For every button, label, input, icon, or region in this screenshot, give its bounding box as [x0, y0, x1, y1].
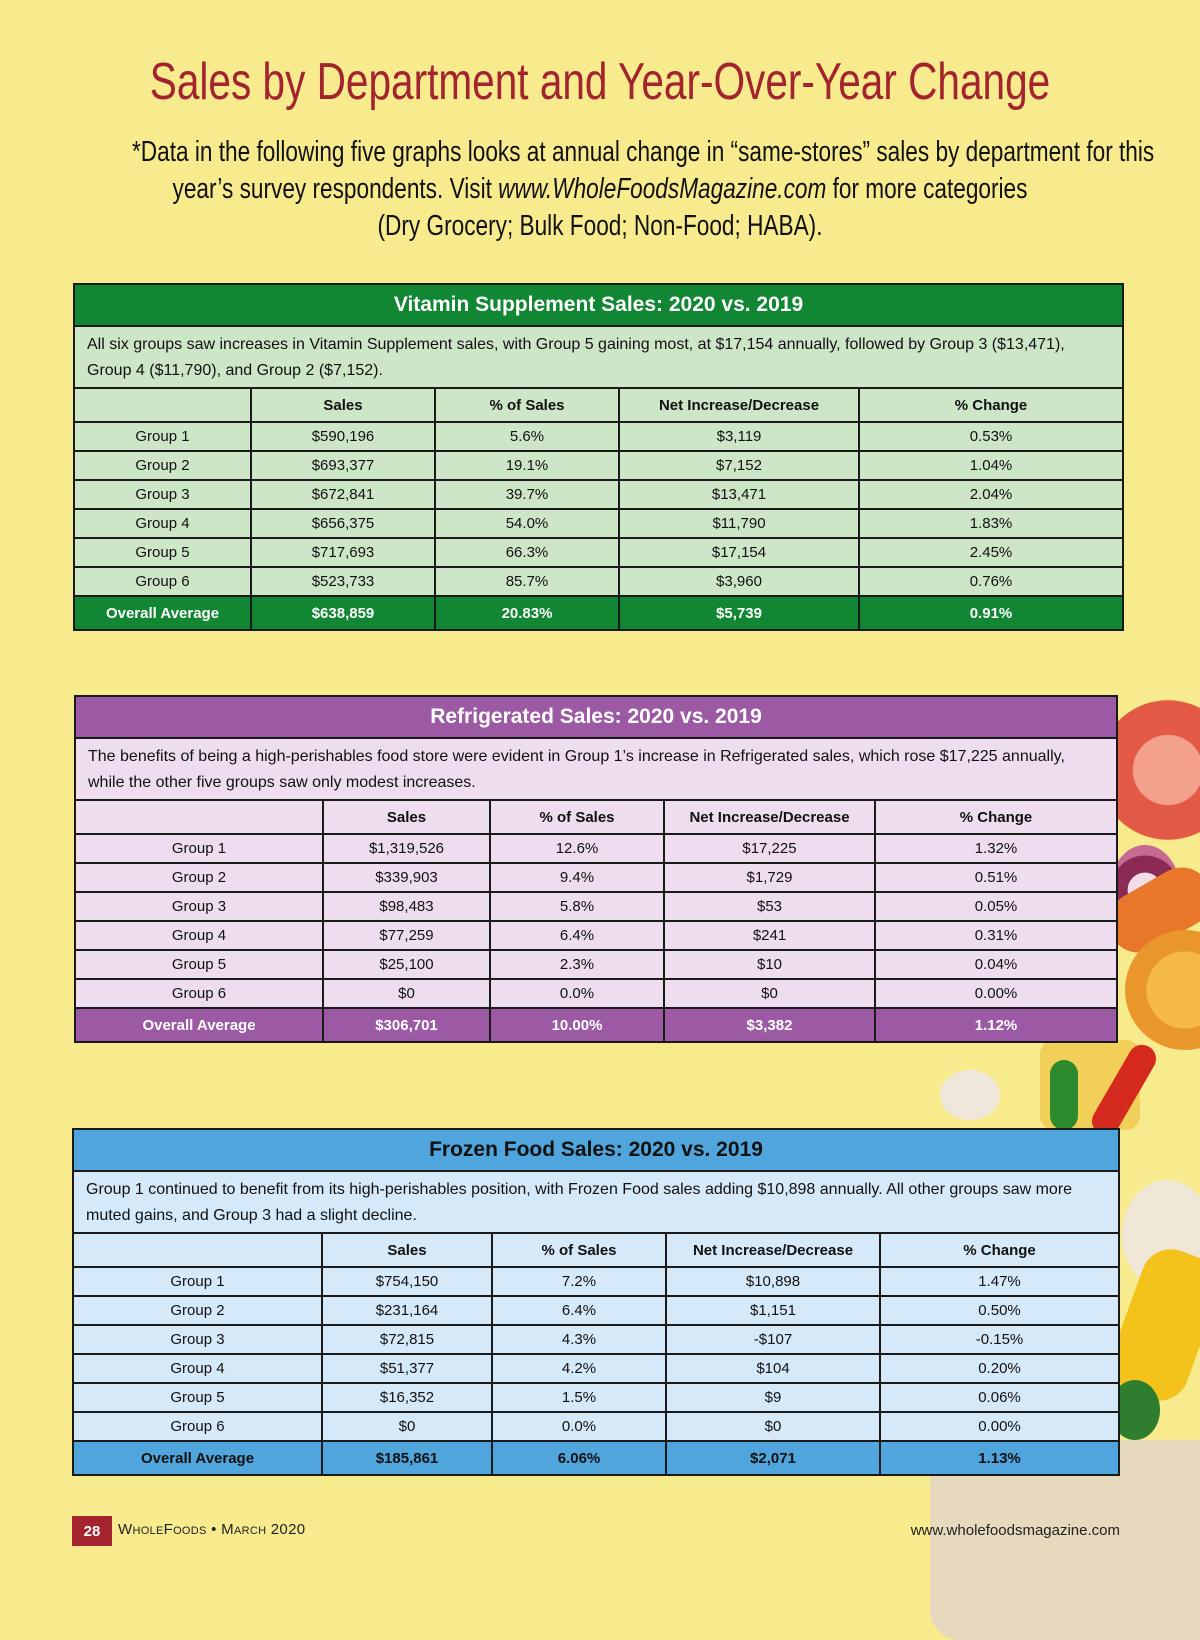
pct-change-cell: 0.51%	[875, 863, 1117, 892]
sales-cell: $231,164	[322, 1296, 492, 1325]
frozen-food-table	[72, 1128, 1120, 1476]
column-header-pct-change: % Change	[859, 388, 1123, 422]
refrigerated-table	[74, 695, 1118, 1043]
table-row	[74, 422, 1123, 451]
table-row	[73, 1267, 1119, 1296]
column-header-pct-sales: % of Sales	[435, 388, 619, 422]
subtitle-line-3: (Dry Grocery; Bulk Food; Non-Food; HABA).	[377, 210, 823, 242]
pct-change-cell: 0.00%	[875, 979, 1117, 1008]
net-change-cell: $1,151	[666, 1296, 880, 1325]
column-header-sales: Sales	[322, 1233, 492, 1267]
sales-cell: $16,352	[322, 1383, 492, 1412]
table-row	[75, 950, 1117, 979]
pct-sales-cell: 7.2%	[492, 1267, 666, 1296]
pct-change-cell: 2.45%	[859, 538, 1123, 567]
sales-cell: $0	[322, 1412, 492, 1441]
sales-cell: $754,150	[322, 1267, 492, 1296]
group-cell: Group 4	[73, 1354, 322, 1383]
group-cell: Group 5	[73, 1383, 322, 1412]
table-row	[75, 834, 1117, 863]
pct-change-cell: 0.05%	[875, 892, 1117, 921]
table-row	[75, 863, 1117, 892]
table-row	[73, 1325, 1119, 1354]
column-header-net-change: Net Increase/Decrease	[664, 800, 875, 834]
pct-change-cell: 0.04%	[875, 950, 1117, 979]
pct-change-cell: 0.31%	[875, 921, 1117, 950]
overall-average-row	[75, 1008, 1117, 1042]
subtitle-line-1: *Data in the following five graphs looks at annual change in “same-stores” sales by department for this	[132, 136, 1155, 168]
pct-change-cell: 0.06%	[880, 1383, 1119, 1412]
net-change-cell: $10,898	[666, 1267, 880, 1296]
net-change-cell: $13,471	[619, 480, 859, 509]
pct-sales-cell: 5.8%	[490, 892, 664, 921]
average-pct-change: 0.91%	[859, 596, 1123, 630]
table-title: Refrigerated Sales: 2020 vs. 2019	[75, 696, 1117, 738]
table-row	[75, 892, 1117, 921]
pct-sales-cell: 39.7%	[435, 480, 619, 509]
column-header-sales: Sales	[323, 800, 490, 834]
net-change-cell: $11,790	[619, 509, 859, 538]
net-change-cell: $0	[664, 979, 875, 1008]
sales-cell: $672,841	[251, 480, 435, 509]
table-row	[74, 509, 1123, 538]
pct-sales-cell: 6.4%	[490, 921, 664, 950]
average-sales: $638,859	[251, 596, 435, 630]
sales-cell: $339,903	[323, 863, 490, 892]
pct-sales-cell: 12.6%	[490, 834, 664, 863]
overall-average-row	[74, 596, 1123, 630]
table-description: All six groups saw increases in Vitamin Supplement sales, with Group 5 gaining most, at $17,154 annually, followed by Group 3 ($13,471), Group 4 ($11,790), and Group 2 ($7,152).	[74, 326, 1123, 388]
pct-change-cell: 0.00%	[880, 1412, 1119, 1441]
net-change-cell: $17,225	[664, 834, 875, 863]
subtitle-line-2: year’s survey respondents. Visit www.WholeFoodsMagazine.com for more categories	[172, 173, 1028, 205]
group-cell: Group 2	[75, 863, 323, 892]
page-subtitle	[132, 134, 1155, 245]
pct-sales-cell: 6.4%	[492, 1296, 666, 1325]
net-change-cell: $7,152	[619, 451, 859, 480]
group-cell: Group 6	[74, 567, 251, 596]
average-net-change: $5,739	[619, 596, 859, 630]
pct-change-cell: 2.04%	[859, 480, 1123, 509]
table-description: Group 1 continued to benefit from its high-perishables position, with Frozen Food sales adding $10,898 annually. All other groups saw more muted gains, and Group 3 had a slight decline.	[73, 1171, 1119, 1233]
group-cell: Group 5	[74, 538, 251, 567]
footer-url-link[interactable]: www.wholefoodsmagazine.com	[910, 1522, 1120, 1539]
pct-change-cell: 0.50%	[880, 1296, 1119, 1325]
pct-change-cell: 1.32%	[875, 834, 1117, 863]
sales-cell: $693,377	[251, 451, 435, 480]
group-cell: Group 2	[73, 1296, 322, 1325]
table-description: The benefits of being a high-perishables food store were evident in Group 1’s increase in Refrigerated sales, which rose $17,225 annually, while the other five groups saw only modest increases.	[75, 738, 1117, 800]
sales-cell: $717,693	[251, 538, 435, 567]
pct-change-cell: 0.53%	[859, 422, 1123, 451]
table-title: Vitamin Supplement Sales: 2020 vs. 2019	[74, 284, 1123, 326]
column-header-pct-sales: % of Sales	[490, 800, 664, 834]
average-net-change: $2,071	[666, 1441, 880, 1475]
pct-sales-cell: 66.3%	[435, 538, 619, 567]
column-header-group	[74, 388, 251, 422]
average-pct-sales: 6.06%	[492, 1441, 666, 1475]
net-change-cell: $17,154	[619, 538, 859, 567]
group-cell: Group 5	[75, 950, 323, 979]
net-change-cell: $10	[664, 950, 875, 979]
page-title: Sales by Department and Year-Over-Year Change	[149, 53, 1051, 111]
pct-change-cell: -0.15%	[880, 1325, 1119, 1354]
pct-change-cell: 0.76%	[859, 567, 1123, 596]
average-pct-change: 1.13%	[880, 1441, 1119, 1475]
table-row	[74, 451, 1123, 480]
column-header-net-change: Net Increase/Decrease	[619, 388, 859, 422]
average-pct-change: 1.12%	[875, 1008, 1117, 1042]
sales-cell: $1,319,526	[323, 834, 490, 863]
group-cell: Group 3	[74, 480, 251, 509]
pct-sales-cell: 5.6%	[435, 422, 619, 451]
group-cell: Group 6	[75, 979, 323, 1008]
table-row	[74, 538, 1123, 567]
group-cell: Group 1	[73, 1267, 322, 1296]
page-number: 28	[72, 1516, 112, 1546]
average-pct-sales: 10.00%	[490, 1008, 664, 1042]
pct-change-cell: 1.47%	[880, 1267, 1119, 1296]
pct-sales-cell: 54.0%	[435, 509, 619, 538]
sales-cell: $98,483	[323, 892, 490, 921]
net-change-cell: $3,119	[619, 422, 859, 451]
net-change-cell: $0	[666, 1412, 880, 1441]
table-row	[73, 1383, 1119, 1412]
pct-sales-cell: 1.5%	[492, 1383, 666, 1412]
pct-sales-cell: 0.0%	[490, 979, 664, 1008]
sales-cell: $51,377	[322, 1354, 492, 1383]
magazine-link[interactable]: www.WholeFoodsMagazine.com	[498, 173, 827, 205]
pct-change-cell: 0.20%	[880, 1354, 1119, 1383]
net-change-cell: $53	[664, 892, 875, 921]
magazine-issue: WholeFoods • March 2020	[118, 1521, 306, 1538]
average-label: Overall Average	[73, 1441, 322, 1475]
net-change-cell: $9	[666, 1383, 880, 1412]
sales-cell: $77,259	[323, 921, 490, 950]
column-header-pct-sales: % of Sales	[492, 1233, 666, 1267]
net-change-cell: $1,729	[664, 863, 875, 892]
group-cell: Group 3	[73, 1325, 322, 1354]
pct-sales-cell: 19.1%	[435, 451, 619, 480]
pct-sales-cell: 85.7%	[435, 567, 619, 596]
average-sales: $185,861	[322, 1441, 492, 1475]
column-header-sales: Sales	[251, 388, 435, 422]
vitamin-supplement-table	[73, 283, 1124, 631]
sales-cell: $72,815	[322, 1325, 492, 1354]
table-row	[74, 567, 1123, 596]
net-change-cell: $3,960	[619, 567, 859, 596]
pct-sales-cell: 9.4%	[490, 863, 664, 892]
pct-sales-cell: 2.3%	[490, 950, 664, 979]
pct-sales-cell: 4.3%	[492, 1325, 666, 1354]
average-pct-sales: 20.83%	[435, 596, 619, 630]
group-cell: Group 4	[74, 509, 251, 538]
group-cell: Group 6	[73, 1412, 322, 1441]
sales-cell: $590,196	[251, 422, 435, 451]
table-row	[73, 1412, 1119, 1441]
column-header-group	[73, 1233, 322, 1267]
pct-sales-cell: 0.0%	[492, 1412, 666, 1441]
table-row	[74, 480, 1123, 509]
group-cell: Group 3	[75, 892, 323, 921]
average-label: Overall Average	[74, 596, 251, 630]
table-row	[75, 921, 1117, 950]
net-change-cell: $241	[664, 921, 875, 950]
average-net-change: $3,382	[664, 1008, 875, 1042]
table-row	[73, 1296, 1119, 1325]
pct-sales-cell: 4.2%	[492, 1354, 666, 1383]
average-sales: $306,701	[323, 1008, 490, 1042]
column-header-group	[75, 800, 323, 834]
overall-average-row	[73, 1441, 1119, 1475]
group-cell: Group 1	[74, 422, 251, 451]
sales-cell: $25,100	[323, 950, 490, 979]
sales-cell: $0	[323, 979, 490, 1008]
group-cell: Group 4	[75, 921, 323, 950]
average-label: Overall Average	[75, 1008, 323, 1042]
sales-cell: $656,375	[251, 509, 435, 538]
table-title: Frozen Food Sales: 2020 vs. 2019	[73, 1129, 1119, 1171]
table-row	[73, 1354, 1119, 1383]
column-header-pct-change: % Change	[880, 1233, 1119, 1267]
column-header-net-change: Net Increase/Decrease	[666, 1233, 880, 1267]
pct-change-cell: 1.04%	[859, 451, 1123, 480]
net-change-cell: $104	[666, 1354, 880, 1383]
sales-cell: $523,733	[251, 567, 435, 596]
group-cell: Group 2	[74, 451, 251, 480]
pct-change-cell: 1.83%	[859, 509, 1123, 538]
column-header-pct-change: % Change	[875, 800, 1117, 834]
table-row	[75, 979, 1117, 1008]
net-change-cell: -$107	[666, 1325, 880, 1354]
group-cell: Group 1	[75, 834, 323, 863]
